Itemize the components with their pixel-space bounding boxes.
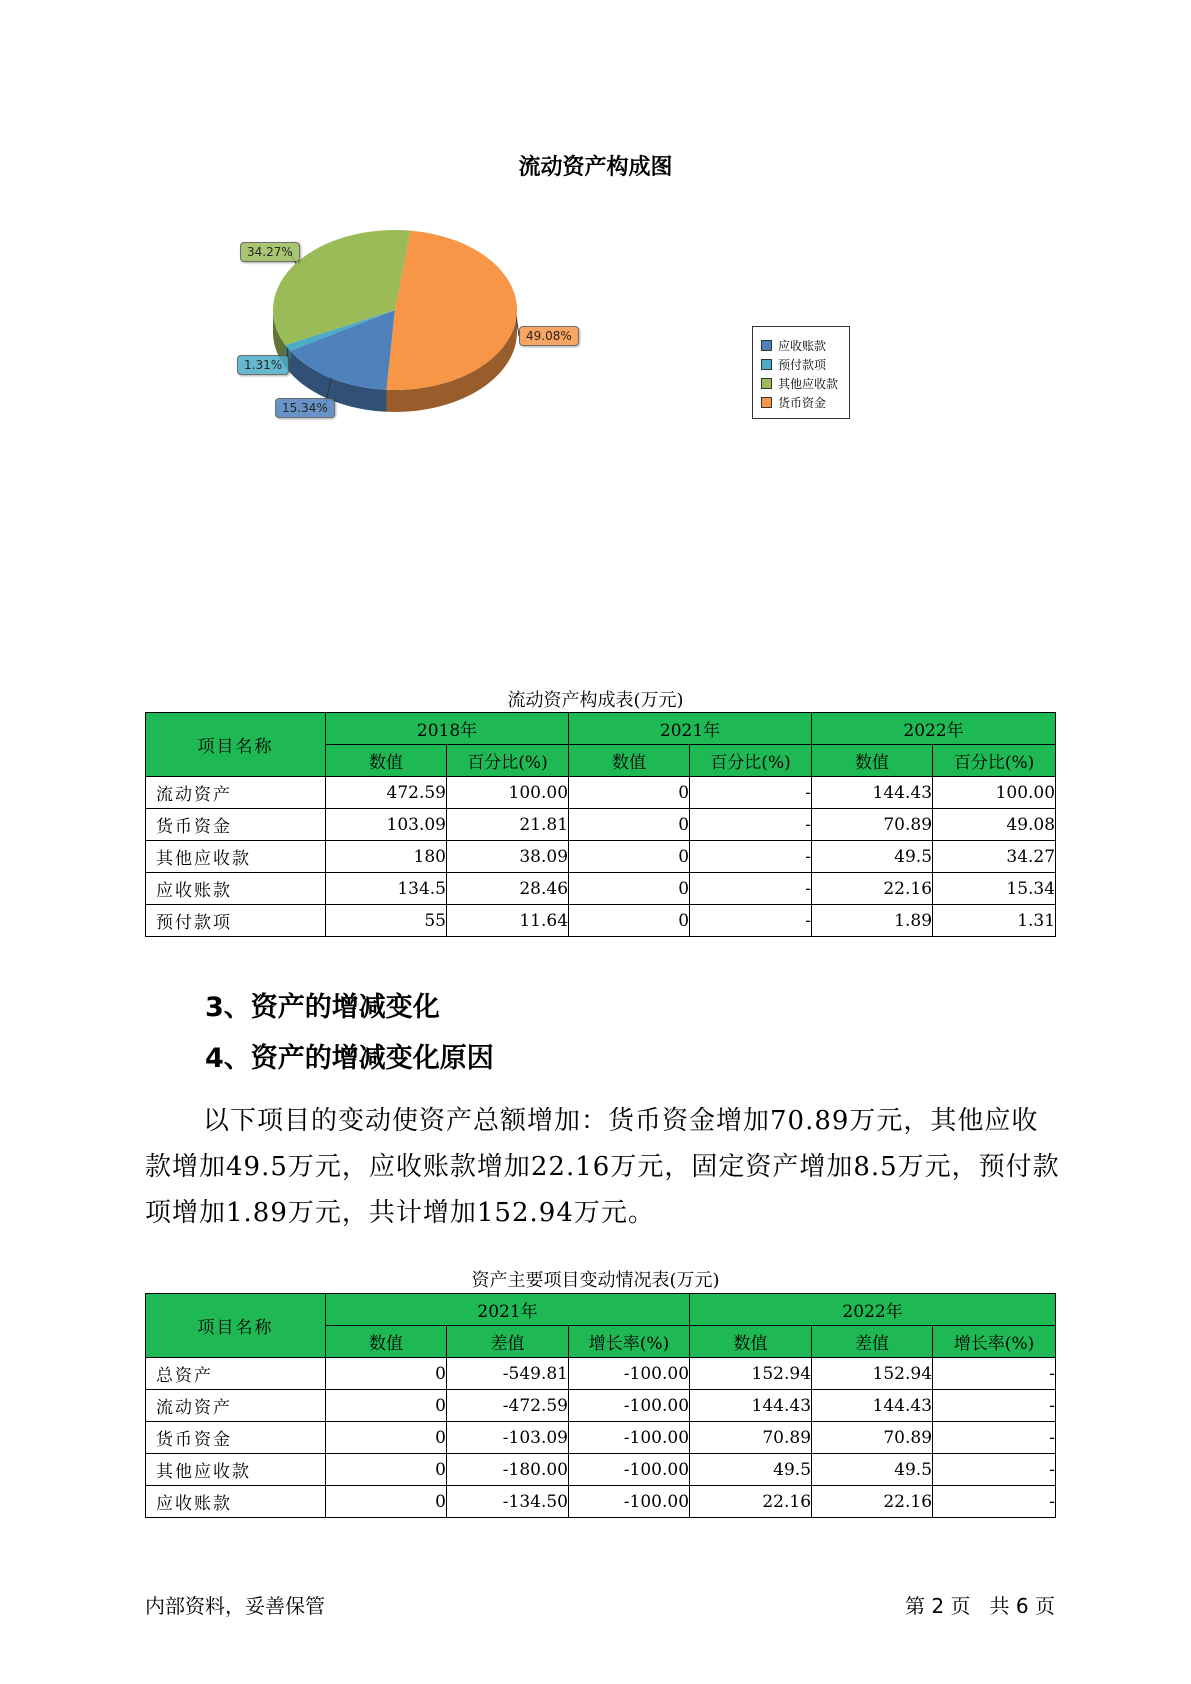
footer-confidential: 内部资料，妥善保管 <box>145 1594 325 1618</box>
table-cell: 100.00 <box>933 777 1056 809</box>
table-cell: -100.00 <box>569 1358 690 1390</box>
pie-data-label: 34.27% <box>240 242 300 262</box>
table-cell: - <box>690 777 812 809</box>
table-row <box>146 841 1056 873</box>
table-cell: 22.16 <box>690 1486 812 1518</box>
legend-swatch <box>761 397 772 408</box>
table-cell: -180.00 <box>447 1454 569 1486</box>
chart-legend <box>752 326 850 419</box>
table-cell: 0 <box>569 905 690 937</box>
row-name: 其他应收款 <box>146 1454 326 1486</box>
table-cell: - <box>690 905 812 937</box>
table-cell: - <box>690 873 812 905</box>
table-cell: - <box>690 841 812 873</box>
header-year: 2022年 <box>690 1294 1056 1326</box>
table-cell: 38.09 <box>447 841 569 873</box>
table-cell: -549.81 <box>447 1358 569 1390</box>
row-name: 货币资金 <box>146 1422 326 1454</box>
table-cell: 0 <box>326 1454 447 1486</box>
table-cell: 144.43 <box>812 777 933 809</box>
subheader-cell: 数值 <box>326 745 447 777</box>
row-name: 货币资金 <box>146 809 326 841</box>
table-cell: 28.46 <box>447 873 569 905</box>
table-cell: -100.00 <box>569 1454 690 1486</box>
header-year: 2021年 <box>569 713 812 745</box>
legend-label: 应收账款 <box>778 339 827 353</box>
table-cell: 472.59 <box>326 777 447 809</box>
table-cell: 144.43 <box>690 1390 812 1422</box>
table-cell: 152.94 <box>690 1358 812 1390</box>
table-cell: - <box>933 1358 1056 1390</box>
subheader-cell: 增长率(%) <box>569 1326 690 1358</box>
subheader-cell: 百分比(%) <box>447 745 569 777</box>
table-cell: 21.81 <box>447 809 569 841</box>
header-year: 2022年 <box>812 713 1056 745</box>
table-cell: 134.5 <box>326 873 447 905</box>
legend-label: 预付款项 <box>778 358 827 372</box>
legend-item <box>761 393 841 412</box>
subheader-cell: 差值 <box>812 1326 933 1358</box>
table-cell: 0 <box>326 1390 447 1422</box>
subheader-cell: 增长率(%) <box>933 1326 1056 1358</box>
subheader-cell: 差值 <box>447 1326 569 1358</box>
row-name: 应收账款 <box>146 1486 326 1518</box>
table-cell: -472.59 <box>447 1390 569 1422</box>
table-cell: 1.31 <box>933 905 1056 937</box>
subheader-cell: 百分比(%) <box>690 745 812 777</box>
header-item-name: 项目名称 <box>146 713 326 777</box>
table-row <box>146 1390 1056 1422</box>
table-cell: 0 <box>326 1358 447 1390</box>
table-cell: -100.00 <box>569 1390 690 1422</box>
footer-page-number: 第 2 页 共 6 页 <box>905 1594 1055 1618</box>
table-cell: - <box>933 1422 1056 1454</box>
table-cell: 0 <box>326 1486 447 1518</box>
table-row <box>146 1422 1056 1454</box>
table-cell: 15.34 <box>933 873 1056 905</box>
legend-swatch <box>761 359 772 370</box>
current-assets-table <box>145 712 1056 937</box>
table1-caption: 流动资产构成表(万元) <box>507 690 684 711</box>
table-cell: -103.09 <box>447 1422 569 1454</box>
legend-swatch <box>761 378 772 389</box>
table-row <box>146 873 1056 905</box>
table-cell: 22.16 <box>812 1486 933 1518</box>
table-cell: - <box>933 1486 1056 1518</box>
table-cell: 49.5 <box>690 1454 812 1486</box>
table-cell: -100.00 <box>569 1422 690 1454</box>
table-row <box>146 1358 1056 1390</box>
chart-title: 流动资产构成图 <box>518 155 673 180</box>
table-cell: - <box>690 809 812 841</box>
table-row <box>146 809 1056 841</box>
table-row <box>146 905 1056 937</box>
table-row <box>146 1454 1056 1486</box>
table-cell: 49.5 <box>812 1454 933 1486</box>
section-heading-3: 3、资产的增减变化 <box>205 992 440 1023</box>
section-heading-4: 4、资产的增减变化原因 <box>205 1043 494 1074</box>
row-name: 预付款项 <box>146 905 326 937</box>
table-cell: 152.94 <box>812 1358 933 1390</box>
legend-item <box>761 374 841 393</box>
table-cell: 34.27 <box>933 841 1056 873</box>
table-cell: 22.16 <box>812 873 933 905</box>
table-cell: -100.00 <box>569 1486 690 1518</box>
legend-swatch <box>761 340 772 351</box>
subheader-cell: 百分比(%) <box>933 745 1056 777</box>
pie-data-label: 15.34% <box>275 398 335 418</box>
table-cell: 55 <box>326 905 447 937</box>
table-cell: 144.43 <box>812 1390 933 1422</box>
table-row <box>146 1486 1056 1518</box>
table-cell: 70.89 <box>812 809 933 841</box>
table-cell: - <box>933 1390 1056 1422</box>
table-cell: 0 <box>569 873 690 905</box>
table-cell: 0 <box>326 1422 447 1454</box>
legend-item <box>761 355 841 374</box>
table-row <box>146 777 1056 809</box>
legend-label: 货币资金 <box>778 396 827 410</box>
row-name: 流动资产 <box>146 1390 326 1422</box>
legend-item <box>761 336 841 355</box>
body-paragraph: 以下项目的变动使资产总额增加：货币资金增加70.89万元，其他应收款增加49.5万元，应收账款增加22.16万元，固定资产增加8.5万元，预付款项增加1.89万元，共计增加152.94万元。 <box>145 1106 1060 1228</box>
table-cell: 0 <box>569 777 690 809</box>
table-cell: 49.08 <box>933 809 1056 841</box>
subheader-cell: 数值 <box>326 1326 447 1358</box>
table-cell: 0 <box>569 841 690 873</box>
table-cell: -134.50 <box>447 1486 569 1518</box>
header-year: 2018年 <box>326 713 569 745</box>
table-cell: 49.5 <box>812 841 933 873</box>
table-cell: 11.64 <box>447 905 569 937</box>
header-item-name: 项目名称 <box>146 1294 326 1358</box>
table-cell: - <box>933 1454 1056 1486</box>
table-cell: 180 <box>326 841 447 873</box>
subheader-cell: 数值 <box>690 1326 812 1358</box>
header-year: 2021年 <box>326 1294 690 1326</box>
asset-change-table <box>145 1293 1056 1518</box>
table2-caption: 资产主要项目变动情况表(万元) <box>471 1270 720 1291</box>
table-cell: 0 <box>569 809 690 841</box>
table-cell: 70.89 <box>690 1422 812 1454</box>
pie-data-label: 1.31% <box>237 355 289 375</box>
table-cell: 103.09 <box>326 809 447 841</box>
legend-label: 其他应收款 <box>778 377 839 391</box>
subheader-cell: 数值 <box>812 745 933 777</box>
subheader-cell: 数值 <box>569 745 690 777</box>
row-name: 流动资产 <box>146 777 326 809</box>
row-name: 总资产 <box>146 1358 326 1390</box>
table-cell: 1.89 <box>812 905 933 937</box>
row-name: 其他应收款 <box>146 841 326 873</box>
table-cell: 100.00 <box>447 777 569 809</box>
table-cell: 70.89 <box>812 1422 933 1454</box>
pie-data-label: 49.08% <box>519 326 579 346</box>
row-name: 应收账款 <box>146 873 326 905</box>
